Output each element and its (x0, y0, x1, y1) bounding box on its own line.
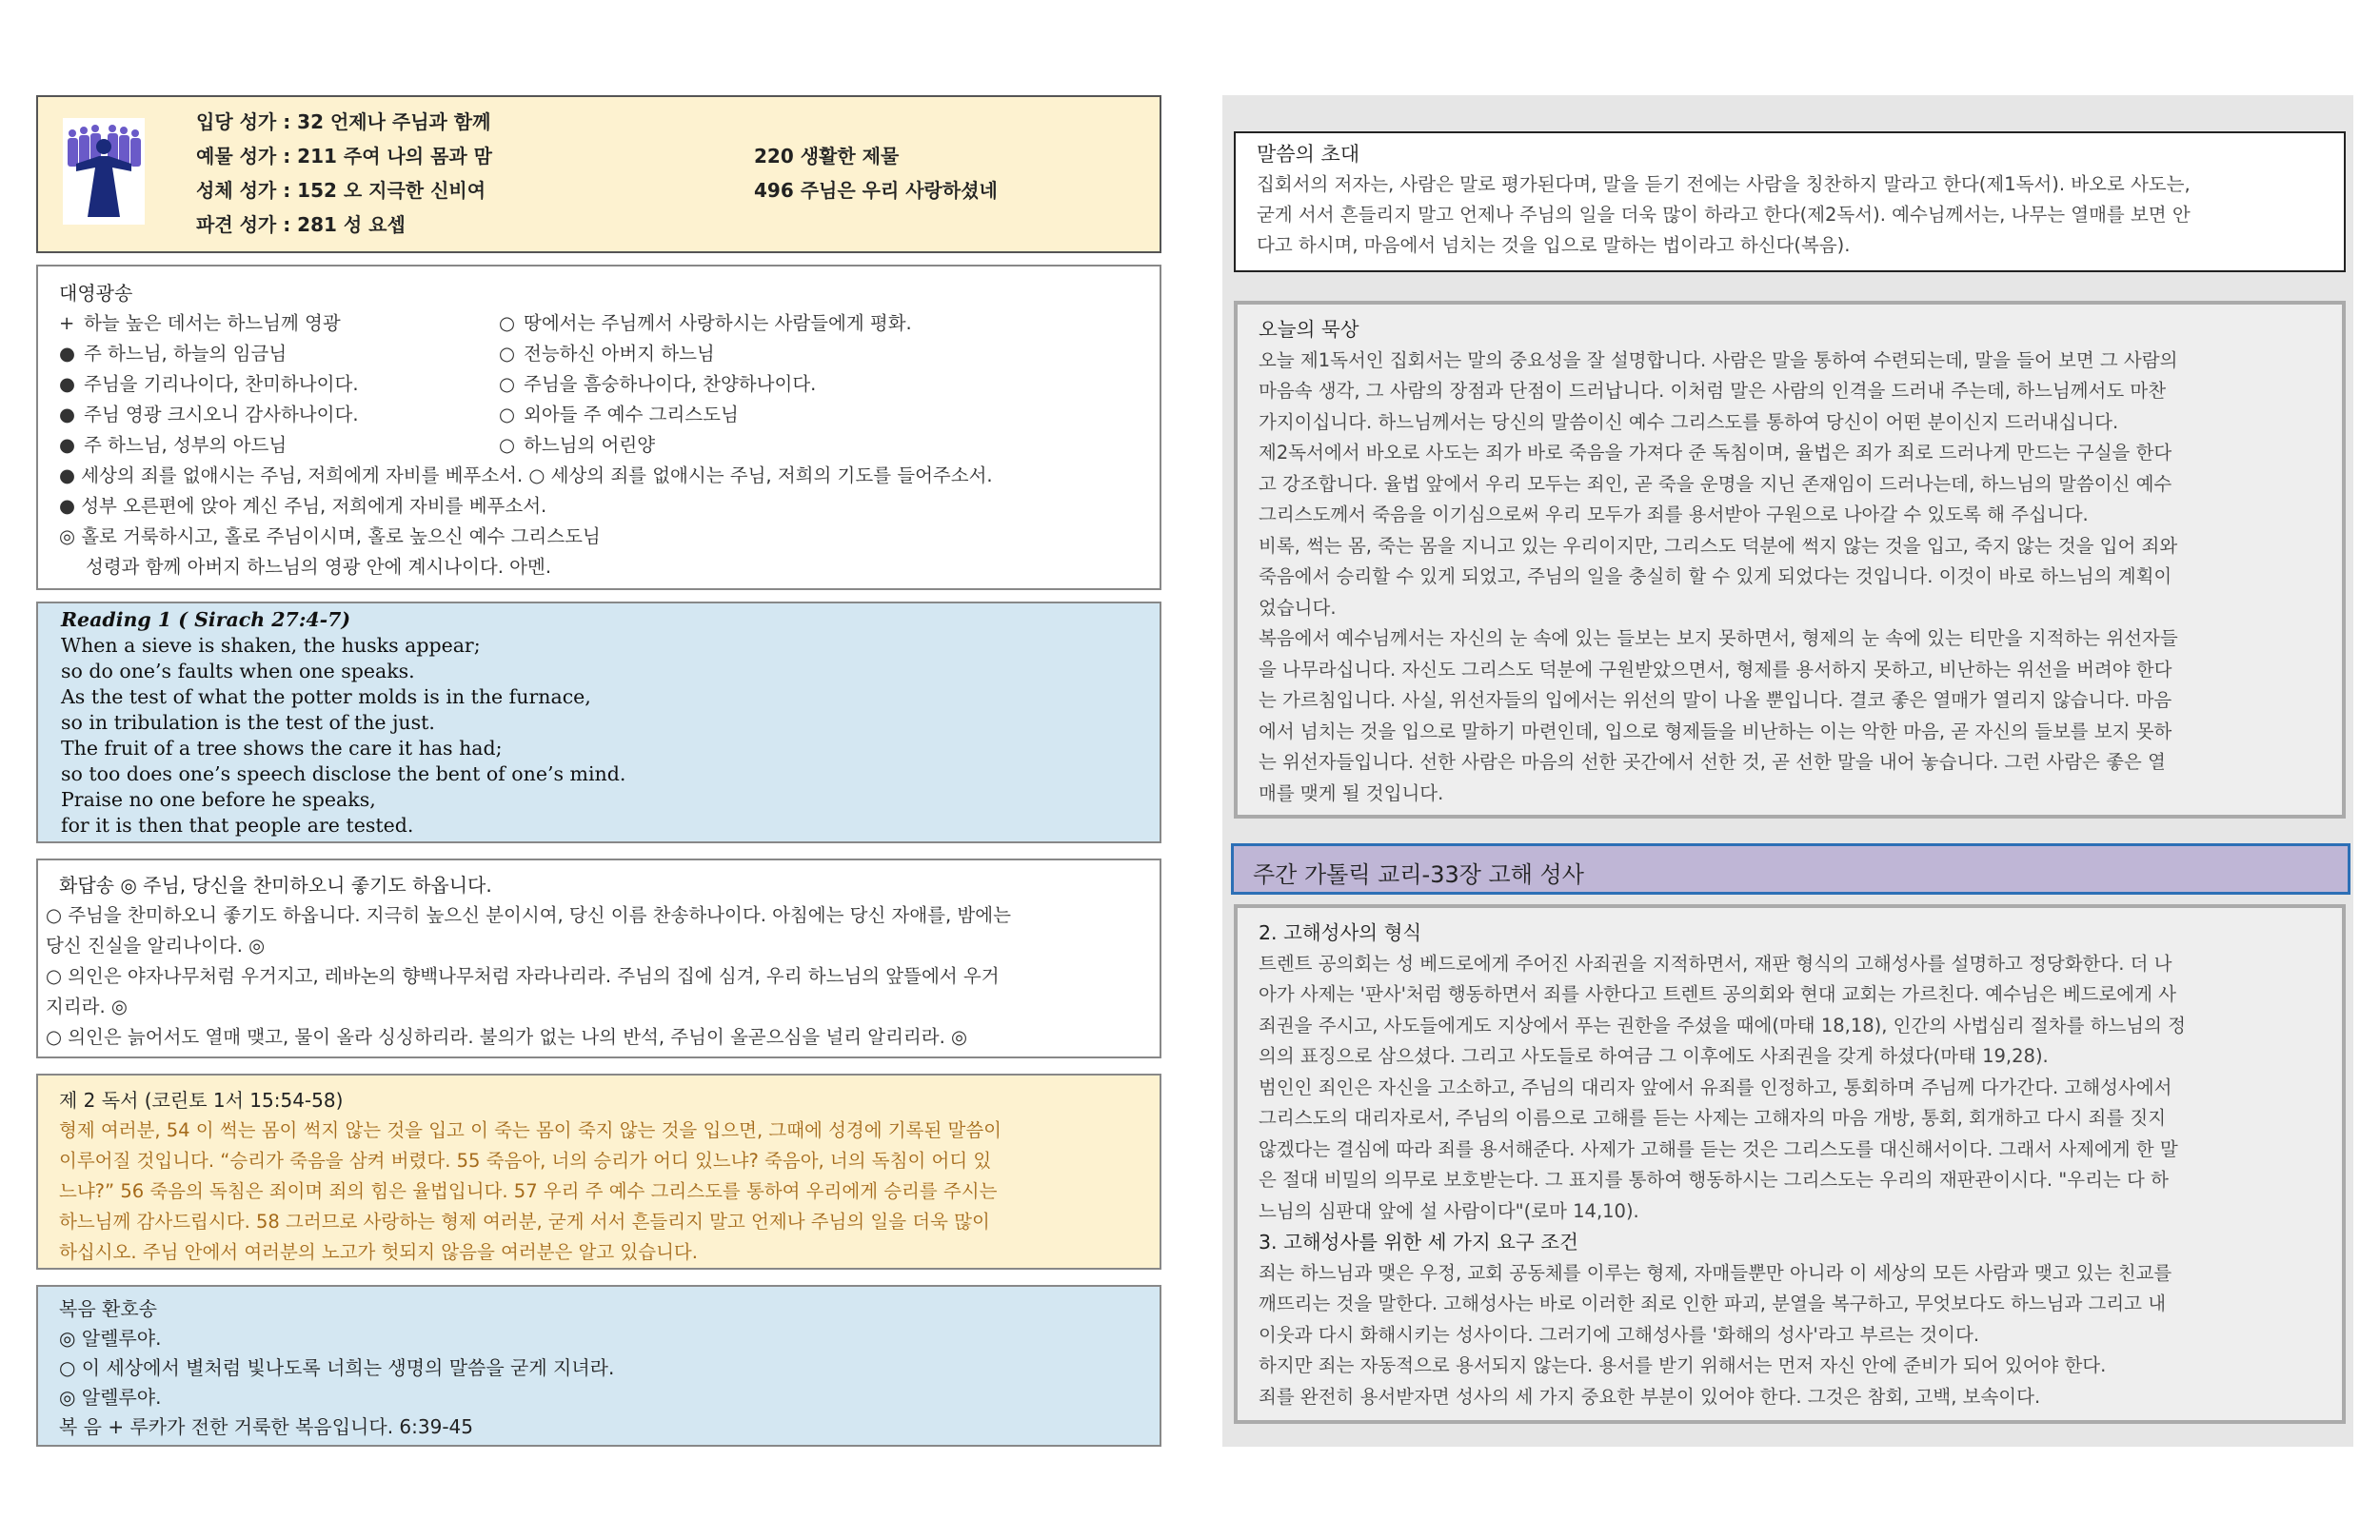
gloria-line: ◎ 홀로 거룩하시고, 홀로 주님이시며, 홀로 높으신 예수 그리스도님 (59, 525, 601, 547)
gloria-line: 주님 영광 크시오니 감사하나이다. (84, 404, 359, 425)
invitation-line: 굳게 서서 흔들리지 말고 언제나 주님의 일을 더욱 많이 하라고 한다(제2독서). 예수님께서는, 나무는 열매를 보면 안 (1257, 204, 2191, 226)
offertory-hymn: 예물 성가 : 211 주여 나의 몸과 맘 (196, 145, 493, 168)
gloria-line: 성령과 함께 아버지 하느님의 영광 안에 계시나이다. 아멘. (86, 556, 552, 578)
reading2-line: 이루어질 것입니다. “승리가 죽음을 삼켜 버렸다. 55 죽음아, 너의 승리가 어디 있느냐? 죽음아, 너의 독침이 어디 있 (59, 1150, 992, 1172)
recessional-hymn: 파견 성가 : 281 성 요셉 (196, 213, 406, 236)
gospel-acclamation-line: 복 음 + 루카가 전한 거룩한 복음입니다. 6:39-45 (59, 1415, 473, 1438)
gospel-acclamation-box (36, 1285, 1161, 1447)
reading1-line: As the test of what the potter molds is in the furnace, (61, 685, 591, 708)
catechism-header: 주간 가톨릭 교리-33장 고해 성사 (1231, 843, 2350, 895)
reading2-title: 제 2 독서 (코린토 1서 15:54-58) (59, 1089, 344, 1112)
psalm-title: 화답송 ◎ 주님, 당신을 찬미하오니 좋기도 하옵니다. (59, 874, 492, 897)
reading1-title: Reading 1 ( Sirach 27:4-7) (61, 608, 351, 631)
catechism-line: 죄는 하느님과 맺은 우정, 교회 공동체를 이루는 형제, 자매들뿐만 아니라 이 세상의 모든 사람과 맺고 있는 친교를 (1259, 1261, 2172, 1284)
meditation-line: 가지이십니다. 하느님께서는 당신의 말씀이신 예수 그리스도를 통하여 당신이 어떤 분이신지 드러내십니다. (1259, 410, 2119, 433)
meditation-line: 는 가르침입니다. 사실, 위선자들의 입에서는 위선의 말이 나올 뿐입니다. 결코 좋은 열매가 열리지 않습니다. 마음 (1259, 689, 2172, 711)
invitation-line: 집회서의 저자는, 사람은 말로 평가된다며, 말을 듣기 전에는 사람을 칭찬하지 말라고 한다(제1독서). 바오로 사도는, (1257, 173, 2191, 195)
catechism-line: 트렌트 공의회는 성 베드로에게 주어진 사죄권을 지적하면서, 재판 형식의 고해성사를 설명하고 정당화한다. 더 나 (1259, 952, 2172, 975)
psalm-line: ○ 주님을 찬미하오니 좋기도 하옵니다. 지극히 높으신 분이시여, 당신 이름 찬송하나이다. 아침에는 당신 자애를, 밤에는 (46, 904, 1011, 926)
gospel-acclamation-line: ◎ 알렐루야. (59, 1386, 162, 1409)
reading1-line: for it is then that people are tested. (61, 814, 414, 837)
invitation-box (1234, 131, 2346, 272)
reading2-line: 느냐?” 56 죽음의 독침은 죄이며 죄의 힘은 율법입니다. 57 우리 주 예수 그리스도를 통하여 우리에게 승리를 주시는 (59, 1180, 998, 1202)
reading1-line: so do one’s faults when one speaks. (61, 660, 415, 682)
psalm-line: 지리라. ◎ (46, 996, 128, 1017)
meditation-box (1234, 301, 2346, 819)
reading1-line: When a sieve is shaken, the husks appear; (61, 634, 481, 657)
gloria-line: 하늘 높은 데서는 하느님께 영광 (84, 312, 341, 334)
meditation-line: 오늘 제1독서인 집회서는 말의 중요성을 잘 설명합니다. 사람은 말을 통하여 수련되는데, 말을 들어 보면 그 사람의 (1259, 348, 2178, 371)
reading2-line: 형제 여러분, 54 이 썩는 몸이 썩지 않는 것을 입고 이 죽는 몸이 죽지 않는 것을 입으면, 그때에 성경에 기록된 말씀이 (59, 1119, 1002, 1141)
gospel-acclamation-line: ◎ 알렐루야. (59, 1327, 162, 1350)
catechism-line: 하지만 죄는 자동적으로 용서되지 않는다. 용서를 받기 위해서는 먼저 자신 안에 준비가 되어 있어야 한다. (1259, 1354, 2107, 1376)
catechism-line: 그리스도의 대리자로서, 주님의 이름으로 고해를 듣는 사제는 고해자의 마음 개방, 통회, 회개하고 다시 죄를 짓지 (1259, 1107, 2167, 1129)
meditation-line: 고 강조합니다. 율법 앞에서 우리 모두는 죄인, 곧 죽을 운명을 지닌 존재임이 드러나는데, 하느님의 말씀이신 예수 (1259, 472, 2172, 495)
catechism-section-title: 2. 고해성사의 형식 (1259, 921, 1422, 944)
catechism-line: 아가 사제는 '판사'처럼 행동하면서 죄를 사한다고 트렌트 공의회와 현대 교회는 가르친다. 예수님은 베드로에게 사 (1259, 983, 2177, 1005)
gloria-line: 하느님의 어린양 (524, 434, 656, 456)
reading1-line: so in tribulation is the test of the just. (61, 711, 435, 734)
meditation-title: 오늘의 묵상 (1259, 318, 1359, 341)
meditation-line: 매를 맺게 될 것입니다. (1259, 781, 1444, 804)
catechism-box (1234, 904, 2346, 1424)
gospel-acclamation-line: ○ 이 세상에서 별처럼 빛나도록 너희는 생명의 말씀을 굳게 지녀라. (59, 1356, 615, 1379)
psalm-line: ○ 의인은 야자나무처럼 우거지고, 레바논의 향백나무처럼 자라나리라. 주님의 집에 심겨, 우리 하느님의 앞뜰에서 우거 (46, 965, 1000, 987)
meditation-line: 을 나무라십니다. 자신도 그리스도 덕분에 구원받았으면서, 형제를 용서하지 못하고, 비난하는 위선을 버려야 한다 (1259, 658, 2172, 681)
meditation-line: 제2독서에서 바오로 사도는 죄가 바로 죽음을 가져다 준 독침이며, 율법은 죄가 죄로 드러나게 만드는 구실을 한다 (1259, 442, 2172, 464)
entrance-hymn: 입당 성가 : 32 언제나 주님과 함께 (196, 110, 491, 133)
catechism-line: 죄를 완전히 용서받자면 성사의 세 가지 중요한 부분이 있어야 한다. 그것은 참회, 고백, 보속이다. (1259, 1385, 2041, 1408)
reading1-box (36, 602, 1161, 843)
meditation-line: 그리스도께서 죽음을 이기심으로써 우리 모두가 죄를 용서받아 구원으로 나아갈 수 있도록 해 주십니다. (1259, 503, 2089, 525)
gloria-line: 주 하느님, 하늘의 임금님 (84, 343, 288, 365)
gloria-title: 대영광송 (59, 282, 133, 305)
psalm-line: ○ 의인은 늙어서도 열매 맺고, 물이 올라 싱싱하리라. 불의가 없는 나의 반석, 주님이 올곧으심을 널리 알리리라. ◎ (46, 1026, 967, 1048)
gloria-line: 땅에서는 주님께서 사랑하시는 사람들에게 평화. (524, 312, 912, 334)
gloria-line: 전능하신 아버지 하느님 (524, 343, 715, 365)
gloria-box: 대영광송 + 하늘 높은 데서는 하느님께 영광 ● 주 하느님, 하늘의 임금님 ● 주님을 기리나이다, 찬미하나이다. ● 주님 영광 크시오니 감사하나이다. ● 주 하느님, 성부의 아드님 ○ 땅에서는 주님께서 사랑하시는 사람들에게 평화. ○ 전능하신 아버지 하느님 ○ 주님을 흠숭하나이다, 찬양하나이다. ○ 외아들 주 예수 그리스도님 ○ 하느님의 어린양 ● 세상의 죄를 없애시는 주님, 저희에게 자비를 베푸소서. ○ 세상의 죄를 없애시는 주님, 저희의 기도를 들어주소서. ● 성부 오른편에 앉아 계신 주님, 저희에게 자비를 베푸소서. ◎ 홀로 거룩하시고, 홀로 주님이시며, 홀로 높으신 예수 그리스도님 성령과 함께 아버지 하느님의 영광 안에 계시나이다. 아멘. (36, 265, 1161, 590)
gloria-line: 주님을 흠숭하나이다, 찬양하나이다. (524, 373, 817, 395)
offertory-hymn-alt: 220 생활한 제물 (754, 145, 900, 168)
catechism-section-title: 3. 고해성사를 위한 세 가지 요구 조건 (1259, 1231, 1578, 1254)
reading2-line: 하십시오. 주님 안에서 여러분의 노고가 헛되지 않음을 여러분은 알고 있습니다. (59, 1241, 698, 1263)
psalm-line: 당신 진실을 알리나이다. ◎ (46, 935, 266, 957)
catechism-line: 범인인 죄인은 자신을 고소하고, 주님의 대리자 앞에서 유죄를 인정하고, 통회하며 주님께 다가간다. 고해성사에서 (1259, 1076, 2172, 1098)
meditation-line: 마음속 생각, 그 사람의 장점과 단점이 드러납니다. 이처럼 말은 사람의 인격을 드러내 주는데, 하느님께서도 마찬 (1259, 380, 2167, 402)
invitation-title: 말씀의 초대 (1257, 143, 1360, 166)
catechism-line: 죄권을 주시고, 사도들에게도 지상에서 푸는 권한을 주셨을 때에(마태 18,18), 인간의 사법심리 절차를 하느님의 정 (1259, 1014, 2187, 1037)
gloria-line: ● 세상의 죄를 없애시는 주님, 저희에게 자비를 베푸소서. ○ 세상의 죄를 없애시는 주님, 저희의 기도를 들어주소서. (59, 464, 993, 486)
catechism-line: 의의 표징으로 삼으셨다. 그리고 사도들로 하여금 그 이후에도 사죄권을 갖게 하셨다(마태 19,28). (1259, 1045, 2049, 1067)
catechism-line: 깨뜨리는 것을 말한다. 고해성사는 바로 이러한 죄로 인한 파괴, 분열을 복구하고, 무엇보다도 하느님과 그리고 내 (1259, 1293, 2167, 1314)
gloria-line: 주 하느님, 성부의 아드님 (84, 434, 288, 456)
meditation-line: 는 위선자들입니다. 선한 사람은 마음의 선한 곳간에서 선한 것, 곧 선한 말을 내어 놓습니다. 그런 사람은 좋은 열 (1259, 751, 2166, 773)
psalm-box (36, 859, 1161, 1058)
catechism-line: 않겠다는 결심에 따라 죄를 용서해준다. 사제가 고해를 듣는 것은 그리스도를 대신해서이다. 그래서 사제에게 한 말 (1259, 1137, 2178, 1160)
meditation-line: 복음에서 예수님께서는 자신의 눈 속에 있는 들보는 보지 못하면서, 형제의 눈 속에 있는 티만을 지적하는 위선자들 (1259, 627, 2178, 649)
gloria-line: ● 성부 오른편에 앉아 계신 주님, 저희에게 자비를 베푸소서. (59, 495, 547, 517)
gloria-line: 외아들 주 예수 그리스도님 (524, 404, 739, 425)
meditation-line: 죽음에서 승리할 수 있게 되었고, 주님의 일을 충실히 할 수 있게 되었다는 것입니다. 이것이 바로 하느님의 계획이 (1259, 565, 2172, 587)
catechism-line: 은 절대 비밀의 의무로 보호받는다. 그 표지를 통하여 행동하시는 그리스도는 우리의 재판관이시다. "우리는 다 하 (1259, 1169, 2169, 1191)
gloria-line: 주님을 기리나이다, 찬미하나이다. (84, 373, 359, 395)
communion-hymn-alt: 496 주님은 우리 사랑하셨네 (754, 179, 998, 202)
meditation-line: 었습니다. (1259, 596, 1337, 619)
reading1-line: Praise no one before he speaks, (61, 788, 376, 811)
invitation-line: 다고 하시며, 마음에서 넘치는 것을 입으로 말하는 법이라고 하신다(복음). (1257, 234, 1851, 256)
meditation-line: 에서 넘치는 것을 입으로 말하기 마련인데, 입으로 형제들을 비난하는 이는 악한 마음, 곧 자신의 들보를 보지 못하 (1259, 720, 2172, 742)
reading1-line: so too does one’s speech disclose the bent of one’s mind. (61, 762, 626, 785)
hymns-box (36, 95, 1161, 253)
catechism-line: 느님의 심판대 앞에 설 사람이다"(로마 14,10). (1259, 1199, 1639, 1222)
reading1-line: The fruit of a tree shows the care it has had; (61, 737, 503, 760)
catechism-line: 이웃과 다시 화해시키는 성사이다. 그러기에 고해성사를 '화해의 성사'라고 부르는 것이다. (1259, 1323, 1980, 1346)
gospel-acclamation-line: 복음 환호송 (59, 1297, 157, 1320)
reading2-line: 하느님께 감사드립시다. 58 그러므로 사랑하는 형제 여러분, 굳게 서서 흔들리지 말고 언제나 주님의 일을 더욱 많이 (59, 1211, 990, 1233)
meditation-line: 비록, 썩는 몸, 죽는 몸을 지니고 있는 우리이지만, 그리스도 덕분에 썩지 않는 것을 입고, 죽지 않는 것을 입어 죄와 (1259, 534, 2178, 557)
reading2-box (36, 1074, 1161, 1270)
choir-priest-icon (63, 118, 145, 225)
communion-hymn: 성체 성가 : 152 오 지극한 신비여 (196, 179, 486, 202)
